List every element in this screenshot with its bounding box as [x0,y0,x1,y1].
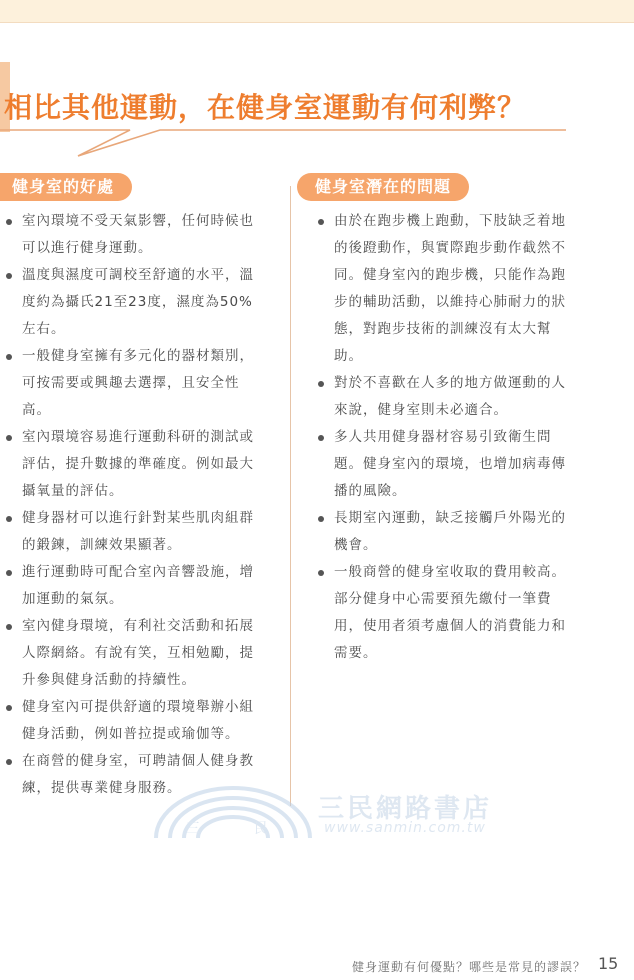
pros-item-text: 室內環境容易進行運動科研的測試或評估，提升數據的準確度。例如最大攝氧量的評估。 [22,429,254,499]
running-footer: 健身運動有何優點？哪些是常見的謬誤？ [352,960,587,974]
watermark-name: 三民網路書店 [318,794,493,824]
page-number: 15 [598,954,619,973]
watermark-char-1: 三 [186,821,200,837]
column-divider [290,186,291,806]
pros-item-text: 室內健身環境，有利社交活動和拓展人際網絡。有說有笑，互相勉勵，提升參與健身活動的持續性。 [22,618,254,688]
cons-item-text: 一般商營的健身室收取的費用較高。部分健身中心需要預先繳付一筆費用，使用者須考慮個人的消費能力和需要。 [334,564,566,661]
bullet-icon [318,435,324,441]
bullet-icon [6,219,12,225]
watermark-logo-icon [148,780,318,840]
list-item [6,424,262,505]
watermark-char-2: 民 [254,821,268,837]
list-item [6,559,262,613]
pros-item-text: 健身器材可以進行針對某些肌肉組群的鍛鍊，訓練效果顯著。 [22,510,254,553]
bullet-icon [6,273,12,279]
list-item [6,343,262,424]
bullet-icon [6,624,12,630]
top-color-band [0,0,634,23]
pros-item-text: 健身室內可提供舒適的環境舉辦小組健身活動，例如普拉提或瑜伽等。 [22,699,254,742]
pros-list [6,208,262,802]
list-item [318,370,574,424]
bullet-icon [6,354,12,360]
cons-item-text: 由於在跑步機上跑動，下肢缺乏着地的後蹬動作，與實際跑步動作截然不同。健身室內的跑步機，只能作為跑步的輔助活動，以維持心肺耐力的狀態，對跑步技術的訓練沒有太大幫助。 [334,213,566,364]
list-item [6,505,262,559]
bullet-icon [6,570,12,576]
pros-item-text: 室內環境不受天氣影響，任何時候也可以進行健身運動。 [22,213,254,256]
bullet-icon [318,516,324,522]
cons-item-text: 長期室內運動，缺乏接觸戶外陽光的機會。 [334,510,566,553]
bullet-icon [6,435,12,441]
bullet-icon [6,759,12,765]
pros-item-text: 溫度與濕度可調校至舒適的水平，溫度約為攝氏21至23度，濕度為50%左右。 [22,267,254,337]
pros-item-text: 進行運動時可配合室內音響設施，增加運動的氣氛。 [22,564,254,607]
pros-item-text: 在商營的健身室，可聘請個人健身教練，提供專業健身服務。 [22,753,254,796]
bullet-icon [6,705,12,711]
cons-heading: 健身室潛在的問題 [297,173,469,201]
cons-item-text: 多人共用健身器材容易引致衛生問題。健身室內的環境，也增加病毒傳播的風險。 [334,429,566,499]
list-item [6,694,262,748]
list-item [6,262,262,343]
list-item [318,505,574,559]
bullet-icon [6,516,12,522]
list-item [6,208,262,262]
list-item [318,208,574,370]
cons-item-text: 對於不喜歡在人多的地方做運動的人來說，健身室則未必適合。 [334,375,566,418]
title-callout-line [0,124,634,164]
bullet-icon [318,219,324,225]
bullet-icon [318,381,324,387]
pros-item-text: 一般健身室擁有多元化的器材類別，可按需要或興趣去選擇，且安全性高。 [22,348,254,418]
page-title: 相比其他運動，在健身室運動有何利弊？ [4,91,527,124]
bullet-icon [318,570,324,576]
watermark [148,780,493,840]
cons-list [318,208,574,667]
pros-heading: 健身室的好處 [0,173,132,201]
list-item [6,613,262,694]
list-item [318,559,574,667]
watermark-url: www.sanmin.com.tw [324,820,486,836]
list-item [318,424,574,505]
